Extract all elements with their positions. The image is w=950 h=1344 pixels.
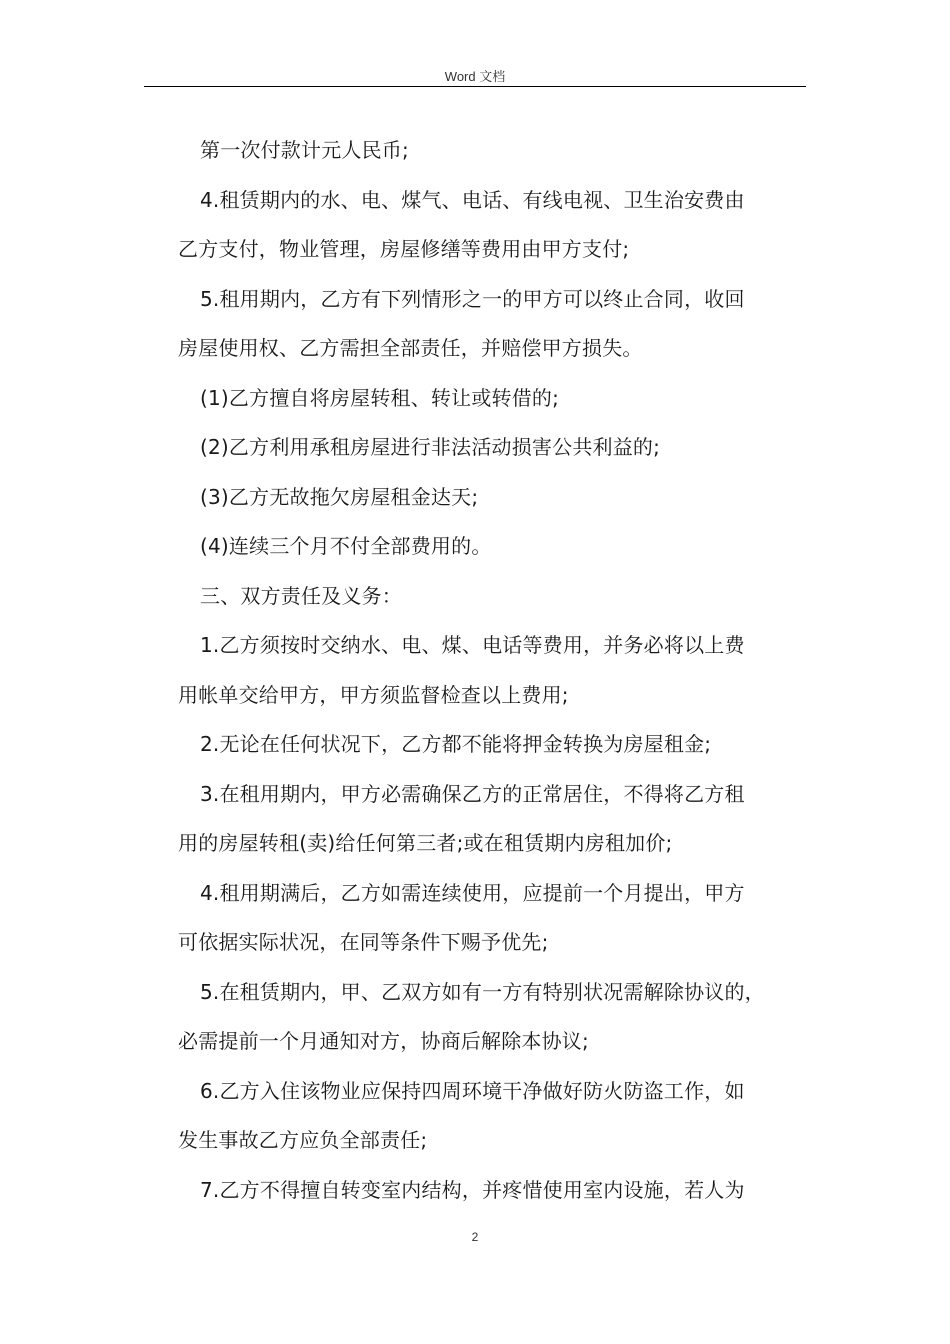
text-line: (2)乙方利用承租房屋进行非法活动损害公共利益的; [200,435,661,459]
text-line: 乙方支付，物业管理，房屋修缮等费用由甲方支付; [178,237,630,261]
text-line: 5.在租赁期内，甲、乙双方如有一方有特别状况需解除协议的， [200,979,765,1004]
text-line: 必需提前一个月通知对方，协商后解除本协议; [178,1029,589,1053]
text-line: (3)乙方无故拖欠房屋租金达天; [200,484,479,509]
text-line: 用帐单交给甲方，甲方须监督检查以上费用; [178,682,569,707]
text-line: 房屋使用权、乙方需担全部责任，并赔偿甲方损失。 [178,336,643,360]
text-line: 三、双方责任及义务： [200,583,402,608]
text-line: 可依据实际状况，在同等条件下赐予优先; [178,930,549,954]
header-divider [144,86,806,87]
text-line: (4)连续三个月不付全部费用的。 [200,534,492,558]
text-line: 3.在租用期内，甲方必需确保乙方的正常居住，不得将乙方租 [200,781,745,806]
page-number: 2 [471,1230,479,1244]
text-line: 1.乙方须按时交纳水、电、煤、电话等费用，并务必将以上费 [200,633,745,657]
text-line: 第一次付款计元人民币; [200,138,409,162]
text-line: 用的房屋转租(卖)给任何第三者;或在租赁期内房租加价; [178,831,673,855]
page-header: Word 文档 [444,69,506,84]
text-line: 5.租用期内，乙方有下列情形之一的甲方可以终止合同，收回 [200,286,745,311]
text-line: 发生事故乙方应负全部责任; [178,1128,428,1152]
text-line: 6.乙方入住该物业应保持四周环境干净做好防火防盗工作，如 [200,1078,745,1103]
text-line: (1)乙方擅自将房屋转租、转让或转借的; [200,385,560,410]
text-line: 7.乙方不得擅自转变室内结构，并疼惜使用室内设施，若人为 [200,1177,745,1202]
document-body [178,126,800,1215]
text-line: 4.租赁期内的水、电、煤气、电话、有线电视、卫生治安费由 [200,187,745,212]
text-line: 4.租用期满后，乙方如需连续使用，应提前一个月提出，甲方 [200,880,745,905]
text-line: 2.无论在任何状况下，乙方都不能将押金转换为房屋租金; [200,732,712,756]
